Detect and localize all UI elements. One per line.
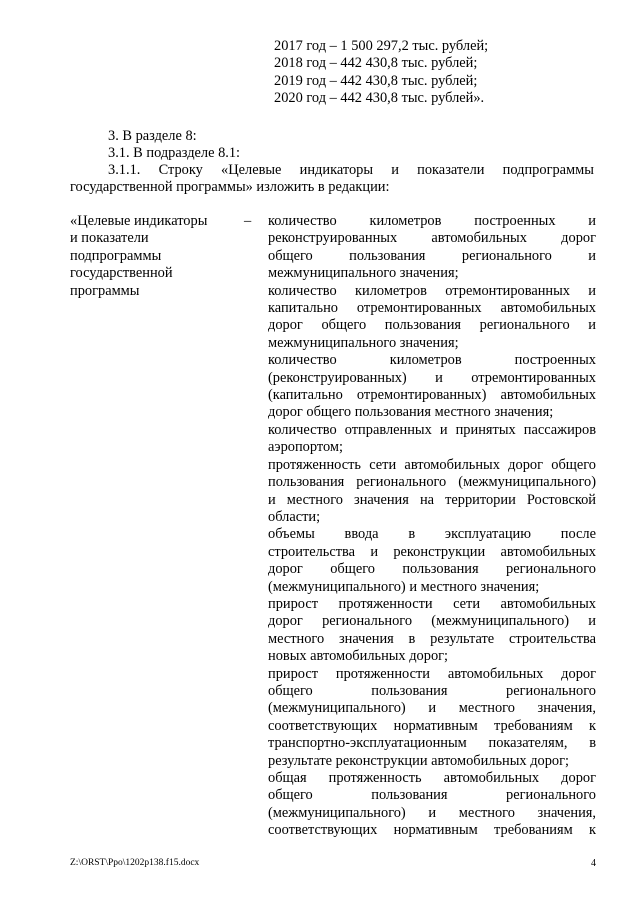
paragraph-word: индикаторы [299,162,374,178]
funding-years-list [274,38,488,108]
indicator-item-line: дорог общего пользования регионального и [268,317,596,334]
indicator-item [268,666,596,770]
year-line: 2019 год – 442 430,8 тыс. рублей; [274,72,478,89]
indicator-items [268,213,596,840]
indicator-item-line: общего пользования регионального [268,682,596,699]
indicator-item-line: капитально отремонтированных автомобильных [268,300,596,317]
label-line: «Целевые индикаторы [70,213,208,229]
paragraph-word: и [391,162,399,178]
indicator-item [268,596,596,666]
label-line: и показатели [70,230,149,247]
indicator-item-line: и местного значения на территории Ростовской [268,491,596,508]
indicator-item-line: прирост протяженности автомобильных дорог [268,665,596,682]
section-heading: 3. В разделе 8: [108,128,197,144]
paragraph-word: подпрограммы [502,162,594,178]
indicator-item-line: межмуниципального значения; [268,265,459,282]
indicator-item-line: новых автомобильных дорог; [268,648,449,665]
indicator-item [268,213,596,283]
paragraph-line-1 [108,162,594,179]
indicator-item [268,457,596,527]
indicator-item-line: (межмуниципального) и местного значения; [268,578,540,595]
indicator-item-line: транспортно-эксплуатационным показателям, в [268,735,596,752]
indicator-item-line: количество километров построенных и [268,213,596,229]
indicator-item-line: аэропортом; [268,439,343,456]
paragraph-word: Строку [158,162,203,178]
indicator-item-line: (межмуниципального) и местного значения, [268,700,596,717]
indicator-item-line: общая протяженность автомобильных дорог [268,770,596,786]
indicator-item-line: межмуниципального значения; [268,334,459,351]
indicator-item-line: соответствующих нормативным требованиям к [268,717,596,734]
label-line: подпрограммы [70,247,162,264]
indicator-item-line: общего пользования регионального [268,787,596,804]
indicator-label [70,213,240,300]
indicator-item-line: (реконструированных) и отремонтированных [268,369,596,386]
indicator-item-line: соответствующих нормативным требованиям к [268,822,596,839]
indicator-item [268,352,596,422]
page-number: 4 [591,858,596,869]
indicator-item [268,770,596,840]
indicator-item-line: результате реконструкции автомобильных дорог; [268,752,570,769]
indicator-item-line: (межмуниципального) и местного значения, [268,804,596,821]
dash-separator: – [244,213,252,229]
indicator-item-line: дорог общего пользования регионального [268,561,596,578]
indicator-item [268,526,596,596]
year-line: 2018 год – 442 430,8 тыс. рублей; [274,55,478,72]
indicator-item-line: количество километров построенных [268,352,596,369]
indicator-item-line: дорог общего пользования местного значения; [268,404,554,421]
subsection-heading: 3.1. В подразделе 8.1: [108,145,241,161]
indicator-item-line: (капитально отремонтированных) автомобильных [268,387,596,404]
paragraph-word: «Целевые [221,162,282,178]
paragraph-word: показатели [417,162,485,178]
paragraph-word: 3.1.1. [108,162,141,178]
label-line: государственной [70,265,173,282]
indicator-item-line: дорог регионального (межмуниципального) и [268,613,596,630]
indicator-item-line: строительства и реконструкции автомобильных [268,543,596,560]
indicator-item-line: количество отправленных и принятых пассажиров [268,421,596,438]
indicator-item-line: общего пользования регионального и [268,247,596,264]
indicator-item-line: объемы ввода в эксплуатацию после [268,526,596,543]
indicator-item [268,283,596,353]
indicator-item-line: области; [268,508,321,525]
indicator-item-line: пользования регионального (межмуниципального) [268,474,596,491]
indicator-item [268,422,596,457]
indicator-item-line: протяженность сети автомобильных дорог общего [268,456,596,473]
indicator-item-line: количество километров отремонтированных и [268,282,596,299]
year-line: 2020 год – 442 430,8 тыс. рублей». [274,90,485,107]
indicator-item-line: местного значения в результате строительства [268,630,596,647]
paragraph-line-2: государственной программы» изложить в редакции: [70,179,390,195]
indicator-item-line: прирост протяженности сети автомобильных [268,595,596,612]
indicator-item-line: реконструированных автомобильных дорог [268,230,596,247]
footer-file-path: Z:\ORST\Ppo\1202p138.f15.docx [70,858,200,868]
year-line: 2017 год – 1 500 297,2 тыс. рублей; [274,38,489,54]
label-line: программы [70,282,140,299]
